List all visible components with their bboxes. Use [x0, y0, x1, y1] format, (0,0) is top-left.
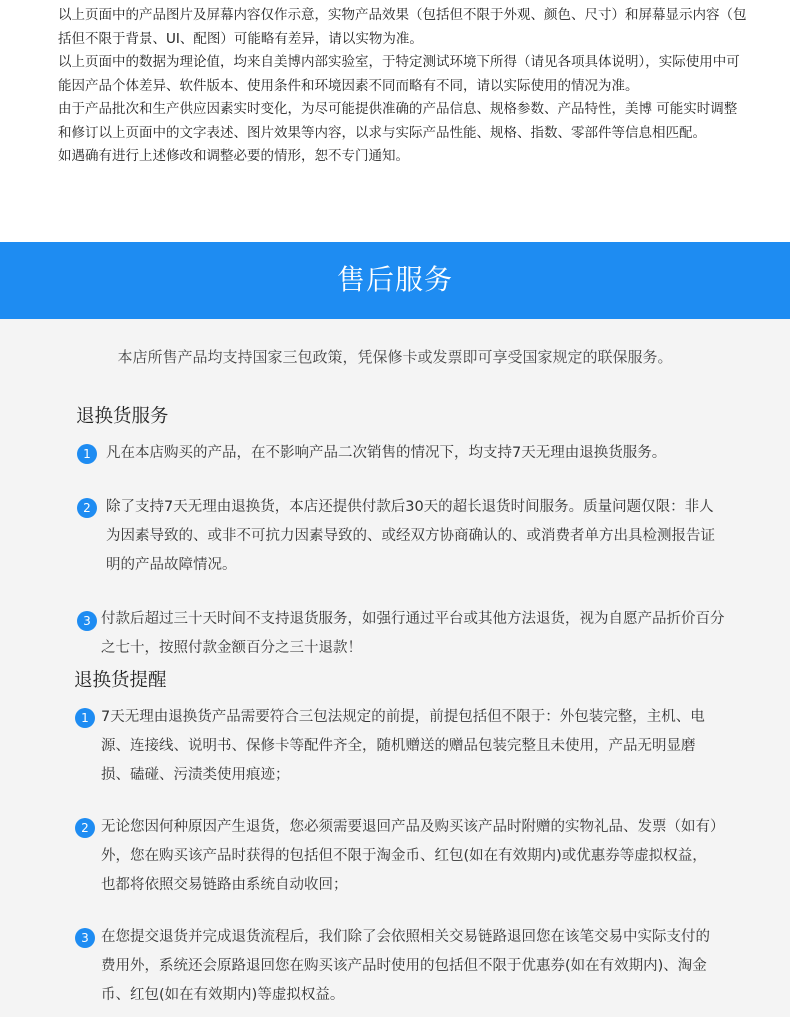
returns-item-text: 凡在本店购买的产品，在不影响产品二次销售的情况下，均支持7天无理由退换货服务。 — [106, 445, 667, 461]
number-badge-icon: 1 — [75, 708, 95, 728]
after-sales-banner — [0, 242, 790, 319]
disclaimer-paragraph: 以上页面中的产品图片及屏幕内容仅作示意，实物产品效果（包括但不限于外观、颜色、尺寸）和屏幕显示内容（包括但不限于背景、UI、配图）可能略有差异，请以实物为准。 — [58, 7, 747, 47]
number-badge-icon: 2 — [75, 818, 95, 838]
disclaimer-paragraph: 如遇确有进行上述修改和调整必要的情形，恕不专门通知。 — [58, 148, 409, 164]
disclaimer-paragraph: 以上页面中的数据为理论值，均来自美博内部实验室，于特定测试环境下所得（请见各项具体说明），实际使用中可能因产品个体差异、软件版本、使用条件和环境因素不同而略有不同，请以实际使用的情况为准。 — [58, 54, 740, 94]
service-intro: 本店所售产品均支持国家三包政策，凭保修卡或发票即可享受国家规定的联保服务。 — [117, 348, 673, 366]
number-badge-icon: 3 — [77, 611, 97, 631]
number-badge-icon: 3 — [75, 928, 95, 948]
reminders-item-text: 7天无理由退换货产品需要符合三包法规定的前提，前提包括但不限于：外包装完整，主机、电源、连接线、说明书、保修卡等配件齐全，随机赠送的赠品包装完整且未使用，产品无明显磨损、磕碰、污渍类使用痕迹； — [101, 709, 705, 783]
returns-section-title: 退换货服务 — [76, 406, 169, 427]
returns-item-text: 除了支持7天无理由退换货，本店还提供付款后30天的超长退货时间服务。质量问题仅限：非人为因素导致的、或非不可抗力因素导致的、或经双方协商确认的、或消费者单方出具检测报告证明的产品故障情况。 — [106, 499, 715, 573]
disclaimer-paragraph: 由于产品批次和生产供应因素实时变化，为尽可能提供准确的产品信息、规格参数、产品特性，美博 可能实时调整和修订以上页面中的文字表述、图片效果等内容，以求与实际产品性能、规格、指数、零部件等信息相匹配。 — [58, 101, 738, 141]
returns-item-text: 付款后超过三十天时间不支持退货服务，如强行通过平台或其他方法退货，视为自愿产品折价百分之七十，按照付款金额百分之三十退款！ — [101, 611, 725, 656]
reminders-section-title: 退换货提醒 — [74, 670, 167, 691]
service-panel — [0, 319, 790, 1017]
reminders-item-text: 在您提交退货并完成退货流程后，我们除了会依照相关交易链路退回您在该笔交易中实际支付的费用外，系统还会原路退回您在购买该产品时使用的包括但不限于优惠券(如在有效期内)、淘金币、红包(如在有效期内)等虚拟权益。 — [101, 929, 710, 1003]
banner-title: 售后服务 — [336, 263, 453, 296]
number-badge-icon: 2 — [77, 498, 97, 518]
number-badge-icon: 1 — [77, 444, 97, 464]
reminders-item-text: 无论您因何种原因产生退货，您必须需要退回产品及购买该产品时附赠的实物礼品、发票（如有）外，您在购买该产品时获得的包括但不限于淘金币、红包(如在有效期内)或优惠券等虚拟权益，也都将依照交易链路由系统自动收回； — [101, 819, 718, 893]
disclaimer-block — [58, 4, 748, 169]
